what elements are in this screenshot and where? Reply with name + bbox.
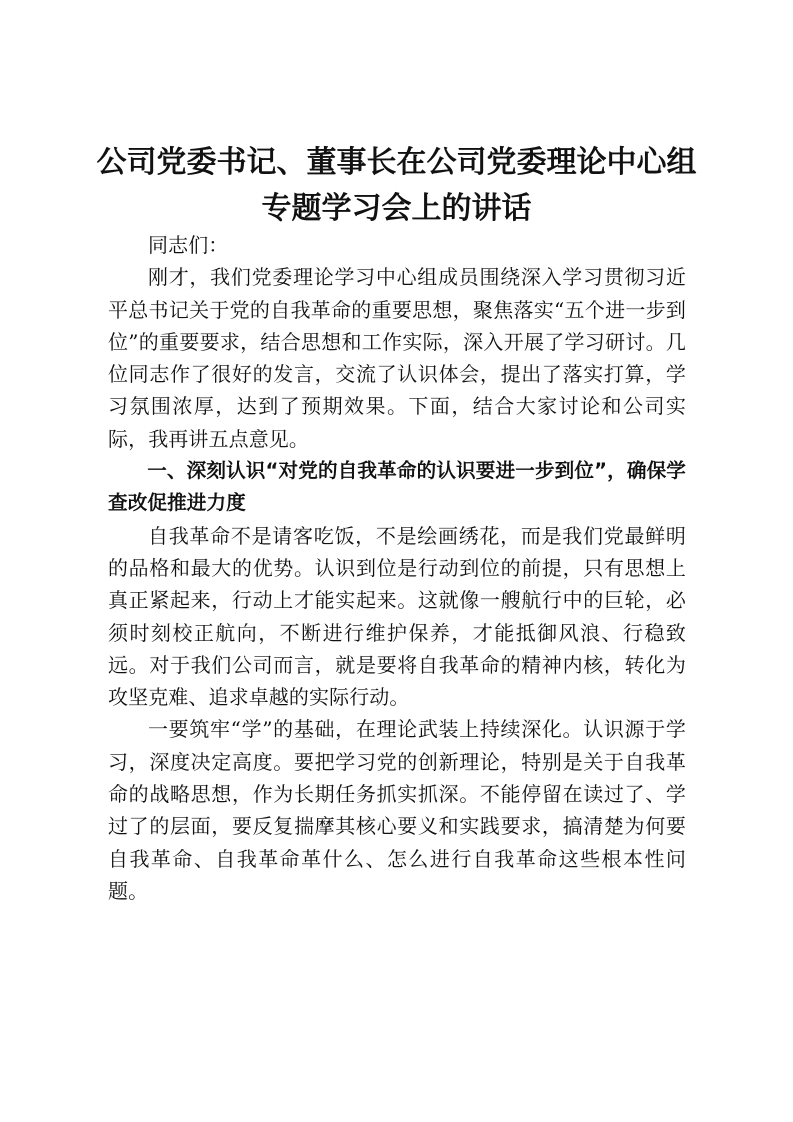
section-heading-1: 一、深刻认识“对党的自我革命的认识要进一步到位”，确保学查改促推进力度 bbox=[108, 459, 686, 515]
paragraph-intro: 刚才，我们党委理论学习中心组成员围绕深入学习贯彻习近平总书记关于党的自我革命的重要思想，聚焦落实“五个进一步到位”的重要要求，结合思想和工作实际，深入开展了学习研讨。几位同志作了很好的发言，交流了认识体会，提出了落实打算，学习氛围浓厚，达到了预期效果。下面，结合大家讨论和公司实际，我再讲五点意见。 bbox=[108, 265, 686, 451]
document-title bbox=[60, 140, 733, 232]
title-line-1: 公司党委书记、董事长在公司党委理论中心组 bbox=[96, 145, 697, 180]
paragraph-point-1: 一要筑牢“学”的基础，在理论武装上持续深化。认识源于学习，深度决定高度。要把学习党的创新理论，特别是关于自我革命的战略思想，作为长期任务抓实抓深。不能停留在读过了、学过了的层面，要反复揣摩其核心要义和实践要求，搞清楚为何要自我革命、自我革命革什么、怎么进行自我革命这些根本性问题。 bbox=[108, 717, 686, 903]
title-line-2: 专题学习会上的讲话 bbox=[261, 191, 532, 226]
document-body bbox=[108, 229, 686, 907]
salutation: 同志们： bbox=[148, 233, 229, 257]
paragraph-section-1: 自我革命不是请客吃饭，不是绘画绣花，而是我们党最鲜明的品格和最大的优势。认识到位是行动到位的前提，只有思想上真正紧起来，行动上才能实起来。这就像一艘航行中的巨轮，必须时刻校正航向，不断进行维护保养，才能抵御风浪、行稳致远。对于我们公司而言，就是要将自我革命的精神内核，转化为攻坚克难、追求卓越的实际行动。 bbox=[108, 523, 686, 710]
